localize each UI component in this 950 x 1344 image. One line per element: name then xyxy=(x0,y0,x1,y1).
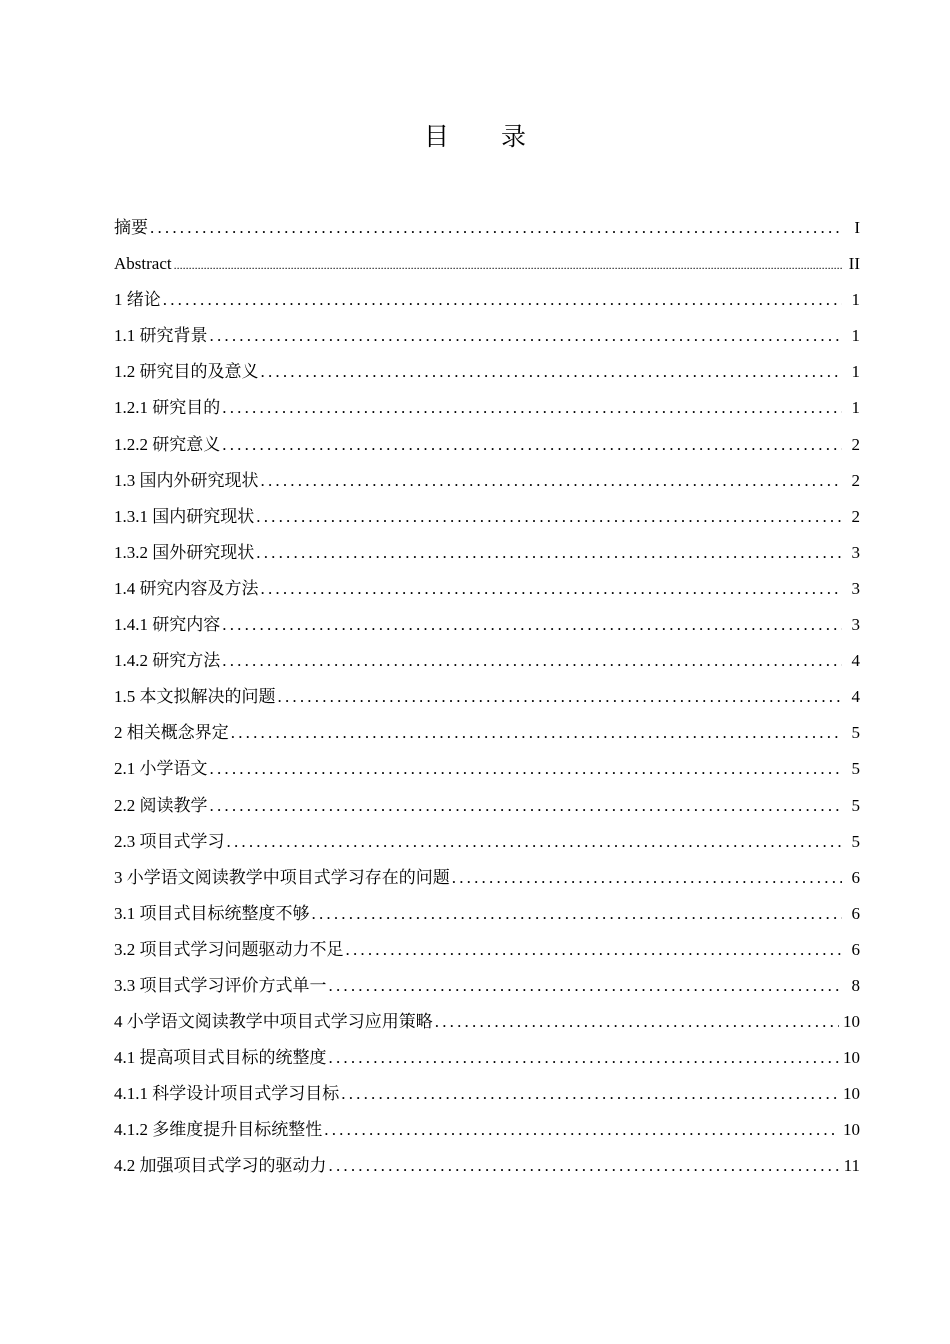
toc-entry[interactable] xyxy=(114,643,860,679)
toc-entry[interactable] xyxy=(114,968,860,1004)
toc-leader-dots xyxy=(227,824,843,860)
toc-entry-label: 4.1 提高项目式目标的统整度 xyxy=(114,1048,327,1068)
table-of-contents xyxy=(114,210,860,1185)
toc-entry[interactable] xyxy=(114,318,860,354)
toc-entry-page: 6 xyxy=(851,939,860,959)
toc-entry-label: 2.3 项目式学习 xyxy=(114,831,225,851)
toc-leader-dots xyxy=(231,715,842,751)
toc-leader-dots xyxy=(222,427,842,463)
toc-entry-label: 1.3.2 国外研究现状 xyxy=(114,542,255,562)
toc-leader-dots xyxy=(222,390,842,426)
toc-entry-page: 3 xyxy=(851,542,860,562)
toc-leader-dots xyxy=(222,607,842,643)
toc-entry-label: Abstract xyxy=(114,254,172,274)
toc-entry-page: 5 xyxy=(851,759,860,779)
toc-entry-page: 1 xyxy=(851,290,860,310)
toc-entry-label: 1.2.1 研究目的 xyxy=(114,398,221,418)
toc-entry-label: 2.2 阅读教学 xyxy=(114,795,208,815)
toc-entry-page: 3 xyxy=(851,578,860,598)
toc-entry-page: 10 xyxy=(843,1120,860,1140)
toc-entry[interactable] xyxy=(114,896,860,932)
toc-entry[interactable] xyxy=(114,824,860,860)
toc-entry-label: 1.1 研究背景 xyxy=(114,326,208,346)
toc-leader-dots xyxy=(341,1076,839,1112)
toc-title: 目 录 xyxy=(424,122,548,151)
toc-entry-label: 4 小学语文阅读教学中项目式学习应用策略 xyxy=(114,1012,433,1032)
toc-leader-dots xyxy=(329,968,843,1004)
toc-leader-dots xyxy=(278,679,843,715)
toc-entry-label: 3.2 项目式学习问题驱动力不足 xyxy=(114,939,344,959)
toc-entry-label: 1.4.1 研究内容 xyxy=(114,615,221,635)
toc-leader-dots xyxy=(210,318,843,354)
toc-leader-dots xyxy=(210,788,843,824)
toc-entry-page: 10 xyxy=(843,1084,860,1104)
toc-entry-page: 4 xyxy=(851,687,860,707)
toc-entry-page: 5 xyxy=(851,831,860,851)
toc-leader-dots xyxy=(256,535,842,571)
toc-entry-page: 1 xyxy=(851,362,860,382)
toc-leader-dots xyxy=(222,643,842,679)
toc-entry[interactable] xyxy=(114,463,860,499)
toc-leader-dots xyxy=(150,210,842,246)
toc-entry[interactable] xyxy=(114,571,860,607)
toc-entry-page: 5 xyxy=(851,795,860,815)
toc-leader-dots xyxy=(329,1040,840,1076)
toc-entry[interactable] xyxy=(114,535,860,571)
toc-entry-label: 3 小学语文阅读教学中项目式学习存在的问题 xyxy=(114,867,450,887)
toc-entry-label: 1.2.2 研究意义 xyxy=(114,434,221,454)
toc-entry[interactable] xyxy=(114,751,860,787)
toc-entry-page: I xyxy=(854,218,860,237)
toc-entry-page: 11 xyxy=(843,1156,860,1176)
toc-entry-label: 1.4.2 研究方法 xyxy=(114,651,221,671)
toc-entry[interactable] xyxy=(114,679,860,715)
toc-leader-dots xyxy=(329,1148,840,1184)
toc-entry[interactable] xyxy=(114,390,860,426)
toc-entry[interactable] xyxy=(114,210,860,246)
toc-entry[interactable] xyxy=(114,499,860,535)
toc-entry[interactable] xyxy=(114,246,860,282)
toc-entry-page: 2 xyxy=(851,470,860,490)
toc-entry[interactable] xyxy=(114,282,860,318)
toc-leader-dots xyxy=(261,354,843,390)
toc-entry-label: 1 绪论 xyxy=(114,290,161,310)
toc-entry-label: 2.1 小学语文 xyxy=(114,759,208,779)
toc-entry-label: 1.5 本文拟解决的问题 xyxy=(114,687,276,707)
toc-entry-page: 10 xyxy=(843,1048,860,1068)
toc-entry-label: 4.1.2 多维度提升目标统整性 xyxy=(114,1120,323,1140)
toc-entry-label: 1.3 国内外研究现状 xyxy=(114,470,259,490)
toc-entry-page: 2 xyxy=(851,434,860,454)
toc-entry-page: 1 xyxy=(851,326,860,346)
toc-entry-label: 4.1.1 科学设计项目式学习目标 xyxy=(114,1084,340,1104)
toc-entry[interactable] xyxy=(114,788,860,824)
toc-entry-page: II xyxy=(848,254,860,274)
toc-entry-label: 3.3 项目式学习评价方式单一 xyxy=(114,975,327,995)
toc-entry[interactable] xyxy=(114,427,860,463)
toc-leader-dots xyxy=(163,282,842,318)
toc-entry-page: 1 xyxy=(851,398,860,418)
toc-entry[interactable] xyxy=(114,932,860,968)
toc-leader-dots xyxy=(210,751,843,787)
toc-entry-label: 2 相关概念界定 xyxy=(114,723,229,743)
toc-entry-page: 6 xyxy=(851,903,860,923)
toc-entry-page: 8 xyxy=(851,975,860,995)
toc-entry-label: 3.1 项目式目标统整度不够 xyxy=(114,903,310,923)
toc-leader-dots xyxy=(435,1004,839,1040)
toc-leader-dots xyxy=(174,247,842,283)
toc-entry[interactable] xyxy=(114,860,860,896)
toc-entry-page: 5 xyxy=(851,723,860,743)
toc-entry-label: 1.4 研究内容及方法 xyxy=(114,578,259,598)
toc-entry[interactable] xyxy=(114,354,860,390)
toc-leader-dots xyxy=(452,860,842,896)
toc-entry[interactable] xyxy=(114,715,860,751)
toc-leader-dots xyxy=(261,463,843,499)
toc-entry-label: 摘要 xyxy=(114,218,148,237)
toc-entry-page: 10 xyxy=(843,1012,860,1032)
toc-entry-page: 6 xyxy=(851,867,860,887)
toc-entry-label: 1.3.1 国内研究现状 xyxy=(114,506,255,526)
toc-entry-page: 3 xyxy=(851,615,860,635)
toc-entry-page: 4 xyxy=(851,651,860,671)
toc-leader-dots xyxy=(346,932,843,968)
toc-entry-page: 2 xyxy=(851,506,860,526)
toc-entry[interactable] xyxy=(114,1112,860,1148)
toc-leader-dots xyxy=(324,1112,839,1148)
toc-entry-label: 1.2 研究目的及意义 xyxy=(114,362,259,382)
toc-entry[interactable] xyxy=(114,607,860,643)
toc-entry[interactable] xyxy=(114,1004,860,1040)
toc-leader-dots xyxy=(261,571,843,607)
toc-entry[interactable] xyxy=(114,1076,860,1112)
toc-leader-dots xyxy=(256,499,842,535)
toc-entry-label: 4.2 加强项目式学习的驱动力 xyxy=(114,1156,327,1176)
toc-leader-dots xyxy=(312,896,843,932)
toc-entry[interactable] xyxy=(114,1040,860,1076)
toc-entry[interactable] xyxy=(114,1148,860,1184)
